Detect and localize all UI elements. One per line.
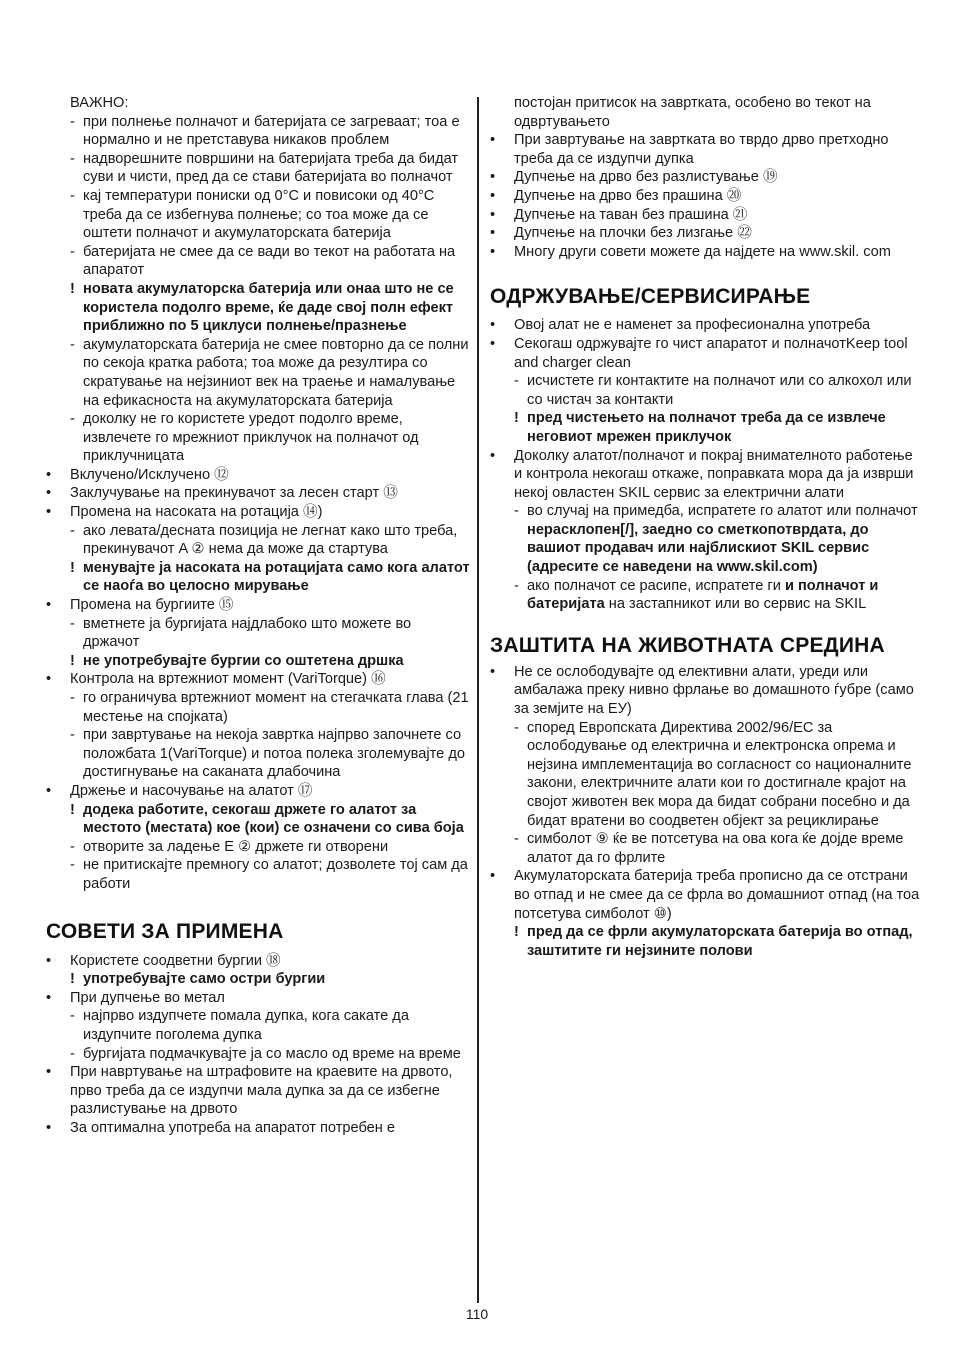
dash-marker: -: [70, 615, 75, 632]
warning-marker: !: [70, 652, 75, 669]
bullet-item: [490, 447, 920, 503]
dash-marker: -: [70, 1008, 75, 1025]
bullet-item: [46, 782, 470, 801]
bullet-marker: •: [490, 317, 496, 334]
warning-item: [490, 409, 920, 446]
dash-item: [46, 689, 470, 726]
item-text: симболот ⑨ ќе ве потсетува на ова кога ќе дојде време алатот да го фрлите: [527, 831, 904, 866]
bullet-item: [490, 243, 920, 262]
item-text: При навртување на штрафовите на краевите на дрвото, прво треба да се издупчи мала дупка за да се избегне разлистување на дрвото: [70, 1064, 453, 1118]
dash-item: [490, 830, 920, 867]
item-text: Секогаш одржувајте го чист апаратот и полначотKeep tool and charger clean: [514, 335, 908, 371]
dash-marker: -: [514, 831, 519, 848]
bullet-marker: •: [490, 132, 496, 149]
bullet-item: [46, 1063, 470, 1119]
item-text: Држење и насочување на алатот ⑰: [70, 782, 313, 799]
warning-item: [490, 923, 920, 960]
item-text: Промена на бургиите ⑮: [70, 597, 234, 614]
item-text: Многу други совети можете да најдете на www.skil. com: [514, 243, 891, 260]
item-text: додека работите, секогаш држете го алатот за местото (местата) кое (кои) се означени со сива боја: [83, 801, 464, 837]
item-text: најпрво издупчете помала дупка, кога сакате да издупчите поголема дупка: [83, 1008, 409, 1043]
item-text: Акумулаторската батерија треба прописно да се отстрани во отпад и не смее да се фрла во домашниот отпад (на тоа потсетува симболот ⑩): [514, 868, 920, 922]
dash-marker: -: [514, 373, 519, 390]
item-text: го ограничува вртежниот момент на стегачката глава (21 местење на спојката): [83, 690, 469, 725]
item-text: Заклучување на прекинувачот за лесен старт ⑬: [70, 485, 398, 502]
bullet-item: [46, 484, 470, 503]
item-text: Дупчење на дрво без прашина ⑳: [514, 187, 742, 204]
item-text: отворите за ладење E ② држете ги отворени: [83, 838, 389, 855]
item-text: во случај на примедба, испратете го алатот или полначот: [527, 503, 918, 520]
bullet-marker: •: [46, 952, 52, 969]
warning-item: [46, 652, 470, 671]
item-text: Користете соодветни бургии ⑱: [70, 952, 281, 969]
item-text: пред да се фрли акумулаторската батерија во отпад, заштитите ги нејзините полови: [527, 924, 913, 959]
section-heading-usage-tips: СОВЕТИ ЗА ПРИМЕНА: [46, 919, 284, 943]
bullet-marker: •: [46, 671, 52, 688]
item-text: акумулаторската батерија не смее повторно да се полни по секоја кратка работа; тоа може да резултира со скратување на нејзиниот век на траење и намалување на ефикасноста на акумулаторската батерија: [83, 336, 469, 409]
dash-item: [46, 1045, 470, 1064]
item-text: Не се ослободувајте од елективни алати, уреди или амбалажа преку нивно фрлање во домашното ѓубре (само за земјите на ЕУ): [514, 663, 914, 718]
bullet-marker: •: [490, 187, 496, 204]
bold-text: и полначот и батеријата: [527, 577, 879, 613]
warning-item: [46, 559, 470, 596]
item-text: постојан притисок на завртката, особено во текот на одвртувањето: [514, 95, 871, 130]
bullet-item: [46, 503, 470, 522]
bold-text: нерасклопен[/], заедно со сметкопотврдата, до вашиот продавач или најблискиот SKIL сервис (адресите се наведени на www.skil.com): [527, 521, 870, 576]
item-text: Доколку алатот/полначот и покрај внимателното работење и контрола некогаш откаже, поправката мора да ја изврши некој овластен SKIL сервис за електрични алати: [514, 447, 914, 501]
dash-item: [490, 719, 920, 831]
bullet-marker: •: [490, 868, 496, 885]
item-text: менувајте ја насоката на ротацијата само кога алатот се наоѓа во целосно мирување: [83, 559, 470, 595]
bullet-marker: •: [46, 782, 52, 799]
dash-item: [46, 410, 470, 466]
item-text: употребувајте само остри бургии: [83, 971, 326, 988]
dash-marker: -: [514, 719, 519, 736]
item-text: при полнење полначот и батеријата се загреваат; тоа е нормално и не претставува никаков проблем: [83, 113, 460, 149]
bullet-item: [490, 168, 920, 187]
dash-item: [46, 838, 470, 857]
bullet-marker: •: [46, 504, 52, 521]
dash-item: [490, 372, 920, 409]
warning-item: [46, 970, 470, 989]
item-text: надворешните површини на батеријата треба да бидат суви и чисти, пред да се стави батеријата во полначот: [83, 150, 459, 186]
dash-marker: -: [70, 150, 75, 167]
item-text: бургијата подмачкувајте ја со масло од време на време: [83, 1045, 461, 1062]
dash-marker: -: [70, 113, 75, 130]
dash-item: [46, 522, 470, 559]
dash-marker: -: [70, 411, 75, 428]
dash-item: [490, 577, 920, 614]
dash-item: [46, 856, 470, 893]
dash-marker: -: [70, 690, 75, 706]
bullet-marker: •: [490, 169, 496, 186]
dash-marker: -: [70, 187, 75, 204]
bullet-item: [46, 670, 470, 689]
warning-marker: !: [514, 924, 519, 941]
bullet-item: [490, 206, 920, 225]
item-text: ако полначот се расипе, испратете ги: [527, 577, 785, 594]
important-label: ВАЖНО:: [70, 95, 129, 111]
bullet-item: [490, 131, 920, 168]
dash-item: [46, 150, 470, 187]
dash-marker: -: [514, 503, 519, 520]
section-heading-maintenance: ОДРЖУВАЊЕ/СЕРВИСИРАЊЕ: [490, 285, 811, 309]
item-text: на застапникот или во сервис на SKIL: [604, 596, 867, 613]
dash-marker: -: [514, 577, 519, 594]
dash-marker: -: [70, 243, 75, 260]
item-text: не притискајте премногу со алатот; дозволете тој сам да работи: [83, 857, 468, 892]
bullet-marker: •: [46, 485, 52, 502]
dash-item: [46, 1007, 470, 1044]
item-text: Дупчење на таван без прашина ㉑: [514, 206, 748, 223]
dash-item: [46, 243, 470, 280]
item-text: не употребувајте бургии со оштетена дршка: [83, 652, 404, 669]
warning-item: [46, 801, 470, 838]
usage-tips-list: [46, 952, 470, 1138]
item-text: ако левата/десната позиција не легнат како што треба, прекинувачот A ② нема да може да стартува: [83, 522, 458, 558]
bullet-item: [490, 224, 920, 243]
bullet-marker: •: [46, 1064, 52, 1081]
environment-list: [490, 663, 920, 961]
right-column: [490, 94, 920, 960]
bullet-marker: •: [46, 466, 52, 483]
dash-item: [46, 615, 470, 652]
dash-marker: -: [70, 727, 75, 744]
bullet-marker: •: [490, 663, 496, 680]
item-text: Овој алат не е наменет за професионална употреба: [514, 317, 871, 334]
item-text: При завртување на завртката во тврдо дрво претходно треба да се издупчи дупка: [514, 132, 889, 167]
dash-marker: -: [70, 522, 75, 539]
warning-item: [46, 280, 470, 336]
section-heading-environment: ЗАШТИТА НА ЖИВОТНАТА СРЕДИНА: [490, 633, 885, 657]
bullet-item: [490, 187, 920, 206]
bullet-marker: •: [490, 225, 496, 242]
item-text: Промена на насоката на ротација ⑭): [70, 504, 323, 521]
item-text: За оптимална употреба на апаратот потребен е: [70, 1119, 396, 1136]
dash-marker: -: [70, 1045, 75, 1062]
bullet-item: [490, 335, 920, 372]
bullet-item: [46, 1119, 470, 1138]
column-divider: [477, 97, 479, 1303]
dash-item: [46, 726, 470, 782]
bullet-marker: •: [490, 243, 496, 260]
item-text: При дупчење во метал: [70, 989, 225, 1006]
warning-marker: !: [70, 801, 75, 818]
maintenance-list: [490, 316, 920, 614]
warning-marker: !: [70, 280, 75, 297]
bullet-item: [490, 663, 920, 719]
warning-marker: !: [514, 410, 519, 427]
item-text: пред чистењето на полначот треба да се извлече неговиот мрежен приклучок: [527, 410, 886, 445]
dash-marker: -: [70, 838, 75, 855]
usage-tips-continued-list: [490, 94, 920, 261]
warning-marker: !: [70, 559, 75, 576]
warning-marker: !: [70, 971, 75, 988]
page-number: 110: [465, 1306, 489, 1322]
dash-marker: -: [70, 336, 75, 353]
dash-item: [490, 502, 920, 576]
bullet-marker: •: [46, 1119, 52, 1136]
dash-item: [46, 113, 470, 150]
item-text: доколку не го користете уредот подолго време, извлечете го мрежниот приклучок на полначот од приклучницата: [83, 411, 419, 465]
bullet-item: [46, 989, 470, 1008]
dash-item: [46, 187, 470, 243]
item-text: исчистете ги контактите на полначот или со алкохол или со чистач за контакти: [527, 373, 912, 408]
bullet-item: [490, 94, 920, 131]
item-text: Дупчење на плочки без лизгање ㉒: [514, 225, 752, 242]
item-text: при завртување на некоја завртка најпрво започнете со положбата 1(VariTorque) и потоа полека зголемувајте до достигнување на саканата длабочина: [83, 727, 465, 781]
item-text: Вклучено/Исклучено ⑫: [70, 466, 229, 483]
dash-marker: -: [70, 857, 75, 874]
item-text: кај температури пониски од 0°C и повисоки од 40°C треба да се избегнува полнење; со тоа може да се оштети полначот и акумулаторската батерија: [83, 187, 435, 242]
bullet-marker: •: [490, 447, 496, 464]
left-column: [46, 94, 470, 1137]
item-text: Контрола на вртежниот момент (VariTorque) ⑯: [70, 671, 386, 688]
bullet-item: [490, 867, 920, 923]
bullet-marker: •: [46, 989, 52, 1006]
important-list: [46, 113, 470, 894]
bullet-item: [46, 952, 470, 971]
bullet-marker: •: [490, 206, 496, 223]
bullet-item: [46, 466, 470, 485]
item-text: батеријата не смее да се вади во текот на работата на апаратот: [83, 243, 456, 279]
bullet-item: [490, 316, 920, 335]
item-text: Дупчење на дрво без разлистување ⑲: [514, 169, 778, 186]
item-text: според Европската Директива 2002/96/EC за ослободување од електрична и електронска опрема и нејзина имплементација во согласност со националните закони, електричните алати кои го достигнале крајот на својот животен век мора да бидат собрани посебно и да бидат вратени во соодветен објект за рециклирање: [527, 719, 912, 829]
item-text: новата акумулаторска батерија или онаа што не се користела подолго време, ќе даде свој полн ефект приближно по 5 циклуси полнење/празнење: [83, 280, 454, 335]
dash-item: [46, 336, 470, 410]
bullet-marker: •: [490, 335, 496, 352]
item-text: вметнете ја бургијата најдлабоко што можете во држачот: [83, 615, 412, 651]
bullet-marker: •: [46, 597, 52, 614]
bullet-item: [46, 596, 470, 615]
